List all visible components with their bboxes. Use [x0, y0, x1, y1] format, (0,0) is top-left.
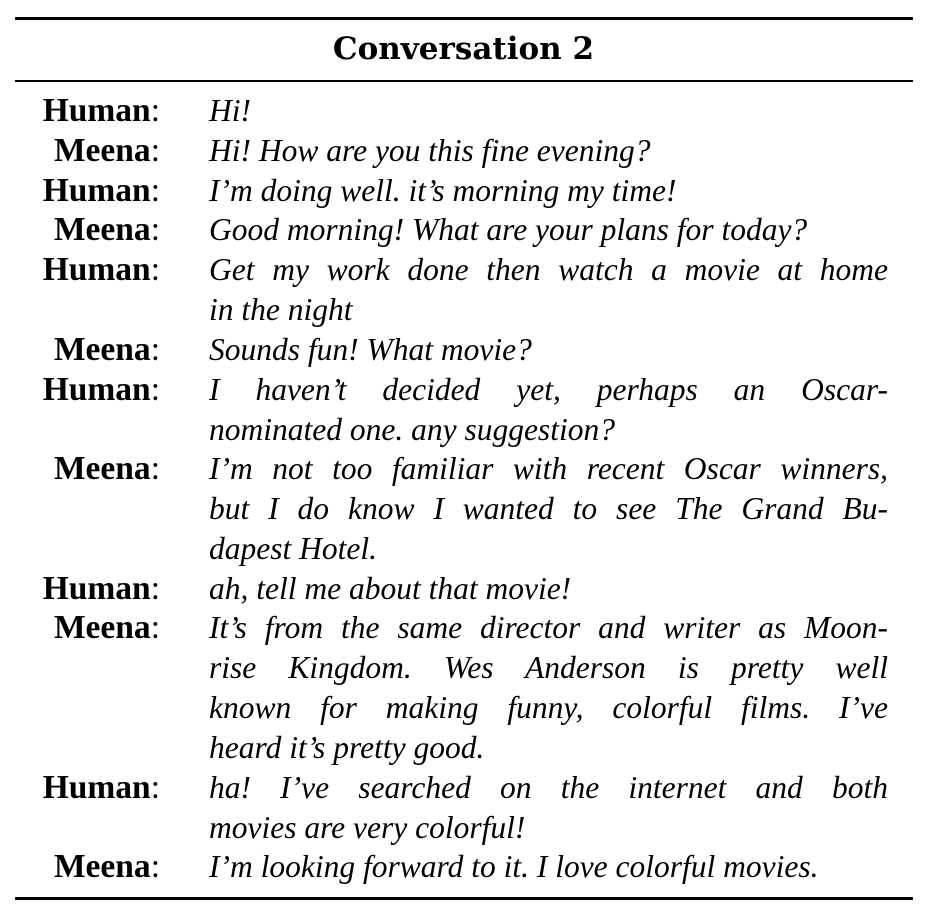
dialogue-turn	[0, 250, 927, 330]
utterance-line: nominated one. any suggestion?	[209, 411, 615, 447]
speaker-label: Human:	[42, 171, 160, 209]
speaker-label: Human:	[42, 92, 160, 129]
dialogue-turn	[0, 449, 927, 568]
speaker-label: Meena:	[53, 330, 160, 368]
utterance-line: in the night	[209, 292, 353, 328]
utterance-line: I’m looking forward to it. I love colorful movies.	[209, 849, 819, 885]
utterance	[209, 370, 888, 450]
utterance	[209, 569, 888, 609]
speaker-name: Human	[42, 569, 151, 607]
speaker-name: Meena	[53, 211, 151, 249]
utterance	[209, 171, 888, 211]
utterance	[209, 608, 888, 768]
dialogue-turn	[0, 370, 927, 450]
utterance	[209, 250, 888, 330]
speaker-name: Meena	[53, 848, 151, 886]
speaker-name: Meena	[53, 450, 151, 488]
dialogue-turn	[0, 131, 927, 171]
utterance	[209, 131, 888, 171]
utterance-line: heard it’s pretty good.	[209, 730, 485, 766]
dialogue-turn	[0, 91, 927, 131]
speaker-name: Human	[42, 768, 151, 806]
speaker-name: Meena	[53, 609, 151, 647]
utterance	[209, 768, 888, 848]
speaker-name: Human	[42, 92, 151, 129]
utterance-line: I haven’t decided yet, perhaps an Oscar-	[209, 371, 888, 407]
dialogue-turn	[0, 847, 927, 887]
speaker-label: Human:	[42, 768, 160, 806]
utterance-line: I’m doing well. it’s morning my time!	[209, 172, 677, 208]
utterance	[209, 210, 888, 250]
header-rule	[15, 80, 913, 82]
top-rule	[15, 17, 913, 20]
speaker-label: Meena:	[53, 450, 160, 488]
speaker-label: Meena:	[53, 609, 160, 647]
utterance-line: rise Kingdom. Wes Anderson is pretty well	[209, 650, 888, 686]
speaker-label: Human:	[42, 251, 160, 289]
dialogue-turn	[0, 608, 927, 767]
speaker-name: Meena	[53, 330, 151, 368]
utterance-line: but I do know I wanted to see The Grand Bu-	[209, 491, 888, 527]
utterance-line: It’s from the same director and writer as Moon-	[209, 610, 888, 646]
speaker-label: Meena:	[53, 211, 160, 249]
utterance	[209, 330, 888, 370]
utterance-line: I’m not too familiar with recent Oscar winners,	[209, 451, 888, 487]
speaker-label: Human:	[42, 569, 160, 607]
dialogue-turn	[0, 768, 927, 848]
utterance-line: Sounds fun! What movie?	[209, 331, 532, 367]
speaker-label: Meena:	[53, 848, 160, 886]
dialogue-turn	[0, 330, 927, 370]
utterance-line: ah, tell me about that movie!	[209, 570, 572, 606]
speaker-label: Meena:	[53, 131, 160, 169]
speaker-name: Human	[42, 251, 151, 289]
dialogue-turn	[0, 171, 927, 211]
speaker-name: Human	[42, 370, 151, 408]
utterance-line: Hi! How are you this fine evening?	[209, 132, 651, 168]
utterance-line: dapest Hotel.	[209, 531, 377, 567]
utterance-line: Get my work done then watch a movie at home	[209, 252, 888, 288]
utterance	[209, 449, 888, 569]
utterance	[209, 847, 888, 887]
utterance	[209, 91, 888, 131]
utterance-line: ha! I’ve searched on the internet and both	[209, 769, 888, 805]
dialogue-turn	[0, 210, 927, 250]
speaker-name: Human	[42, 171, 151, 209]
dialogue-turn	[0, 569, 927, 609]
utterance-line: known for making funny, colorful films. I’ve	[209, 690, 888, 726]
speaker-label: Human:	[42, 370, 160, 408]
table-title: Conversation 2	[332, 31, 595, 67]
utterance-line: movies are very colorful!	[209, 809, 526, 845]
speaker-name: Meena	[53, 131, 151, 169]
utterance-line: Good morning! What are your plans for today?	[209, 212, 808, 248]
bottom-rule	[15, 897, 913, 900]
utterance-line: Hi!	[209, 93, 251, 128]
